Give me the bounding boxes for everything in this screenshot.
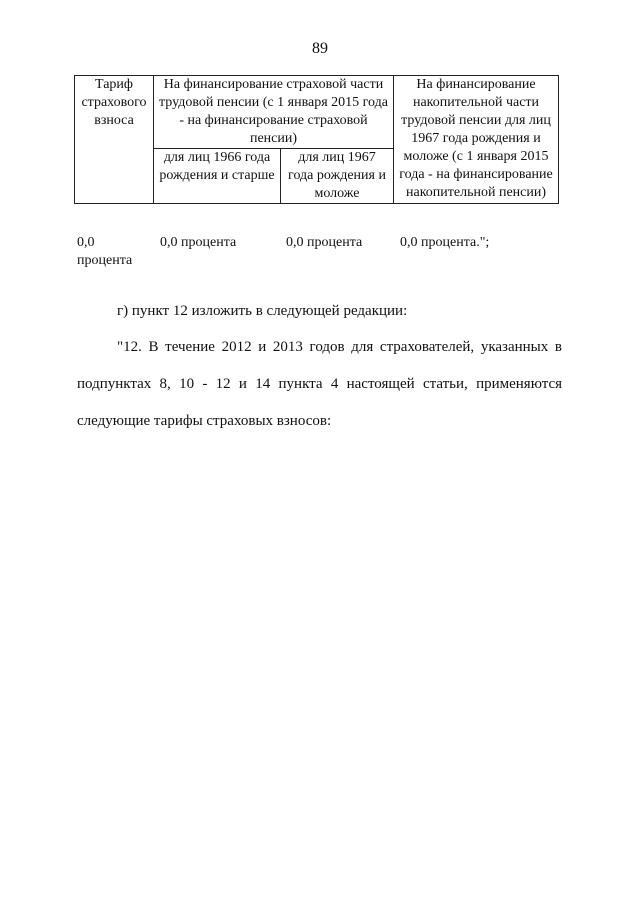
value-1966-and-older: 0,0 процента bbox=[160, 235, 237, 250]
subheader-1966-and-older: для лиц 1966 года рождения и старше bbox=[154, 149, 281, 204]
header-tariff: Тариф страхового взноса bbox=[75, 76, 154, 204]
tariff-table bbox=[74, 75, 559, 204]
value-1967-and-younger: 0,0 процента bbox=[286, 235, 363, 250]
paragraph-item-g: г) пункт 12 изложить в следующей редакции: bbox=[117, 303, 408, 319]
paragraph-point-12-line-3: следующие тарифы страховых взносов: bbox=[77, 413, 332, 429]
page-number: 89 bbox=[312, 40, 328, 57]
paragraph-point-12-line-1: "12. В течение 2012 и 2013 годов для страхователей, указанных в bbox=[117, 339, 562, 355]
paragraph-point-12-line-2: подпунктах 8, 10 - 12 и 14 пункта 4 настоящей статьи, применяются bbox=[77, 376, 562, 392]
header-accumulative-part: На финансирование накопительной части трудовой пенсии для лиц 1967 года рождения и моложе (с 1 января 2015 года - на финансирование накопительной пенсии) bbox=[394, 76, 559, 204]
subheader-1967-and-younger: для лиц 1967 года рождения и моложе bbox=[281, 149, 394, 204]
value-accumulative: 0,0 процента."; bbox=[400, 235, 490, 250]
header-insurance-part: На финансирование страховой части трудовой пенсии (с 1 января 2015 года - на финансирование страховой пенсии) bbox=[154, 76, 394, 149]
paragraph-point-12 bbox=[77, 337, 562, 431]
value-tariff: 0,0 процента bbox=[77, 235, 133, 268]
